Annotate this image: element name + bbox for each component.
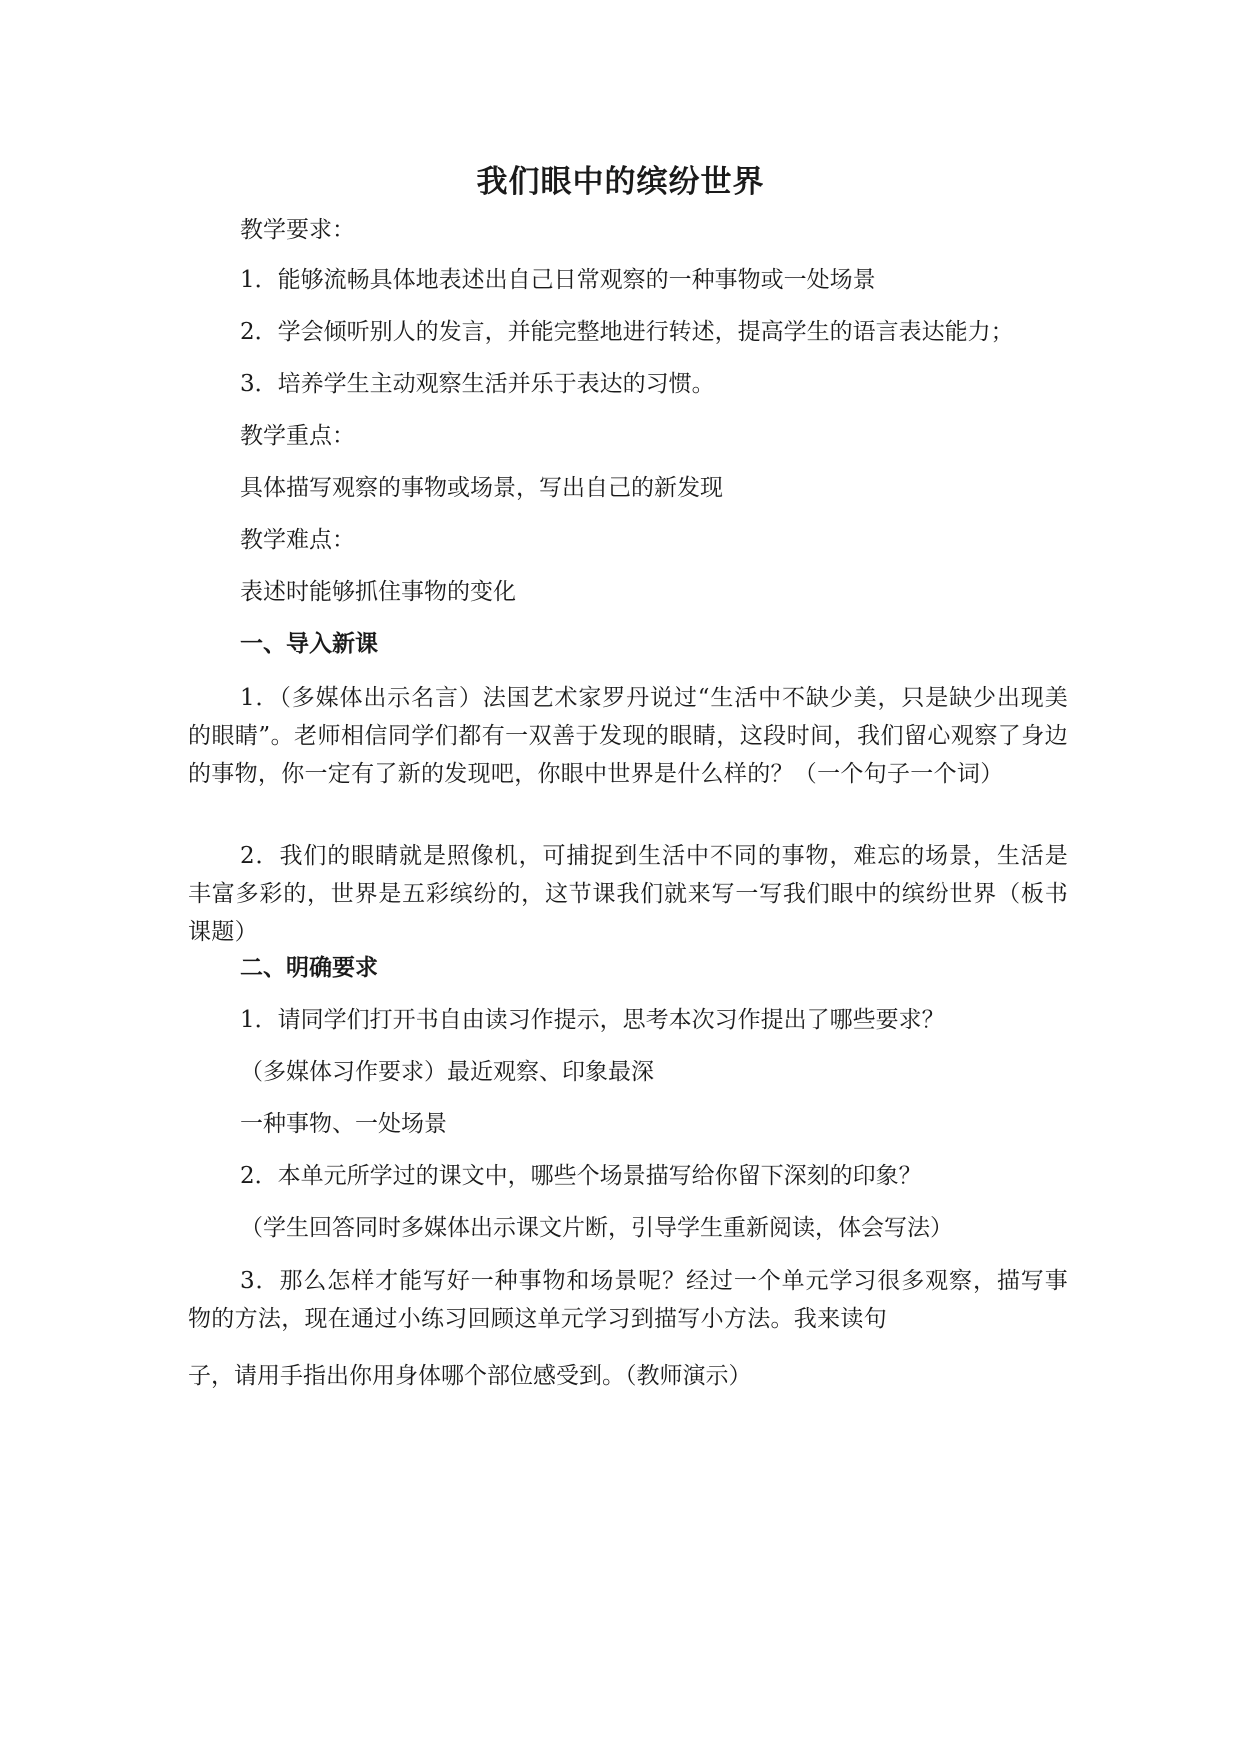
section-heading-intro: 一、导入新课 — [240, 630, 378, 657]
requirements-item-3: 3．那么怎样才能写好一种事物和场景呢？经过一个单元学习很多观察，描写事物的方法，现在通过小练习回顾这单元学习到描写小方法。我来读句 — [188, 1268, 1068, 1332]
section-heading-requirements: 二、明确要求 — [240, 954, 378, 981]
requirements-item-3-continued: 子，请用手指出你用身体哪个部位感受到。（教师演示） — [188, 1363, 752, 1389]
requirements-item-1-note-a: （多媒体习作要求）最近观察、印象最深 — [240, 1059, 654, 1085]
requirements-heading: 教学要求： — [240, 217, 355, 243]
key-point-heading: 教学重点： — [240, 423, 355, 449]
difficulty-text: 表述时能够抓住事物的变化 — [240, 579, 516, 605]
requirements-item-2: 2．本单元所学过的课文中，哪些个场景描写给你留下深刻的印象？ — [240, 1163, 922, 1189]
difficulty-heading: 教学难点： — [240, 527, 355, 553]
requirement-item-3: 3．培养学生主动观察生活并乐于表达的习惯。 — [240, 371, 715, 397]
requirements-item-2-note: （学生回答同时多媒体出示课文片断，引导学生重新阅读，体会写法） — [240, 1215, 953, 1241]
intro-paragraph-1: 1．（多媒体出示名言）法国艺术家罗丹说过“生活中不缺少美，只是缺少出现美的眼睛”。老师相信同学们都有一双善于发现的眼睛，这段时间，我们留心观察了身边的事物，你一定有了新的发现吧，你眼中世界是什么样的？（一个句子一个词） — [188, 685, 1068, 787]
requirement-item-2: 2．学会倾听别人的发言，并能完整地进行转述，提高学生的语言表达能力； — [240, 319, 1014, 345]
requirement-item-1: 1．能够流畅具体地表述出自己日常观察的一种事物或一处场景 — [240, 267, 876, 293]
requirements-item-1: 1．请同学们打开书自由读习作提示，思考本次习作提出了哪些要求？ — [240, 1007, 945, 1033]
key-point-text: 具体描写观察的事物或场景，写出自己的新发现 — [240, 475, 723, 501]
requirements-item-1-note-b: 一种事物、一处场景 — [240, 1111, 447, 1137]
document-title: 我们眼中的缤纷世界 — [476, 164, 765, 200]
intro-paragraph-2: 2．我们的眼睛就是照像机，可捕捉到生活中不同的事物，难忘的场景，生活是丰富多彩的，世界是五彩缤纷的，这节课我们就来写一写我们眼中的缤纷世界（板书课题） — [188, 843, 1068, 945]
